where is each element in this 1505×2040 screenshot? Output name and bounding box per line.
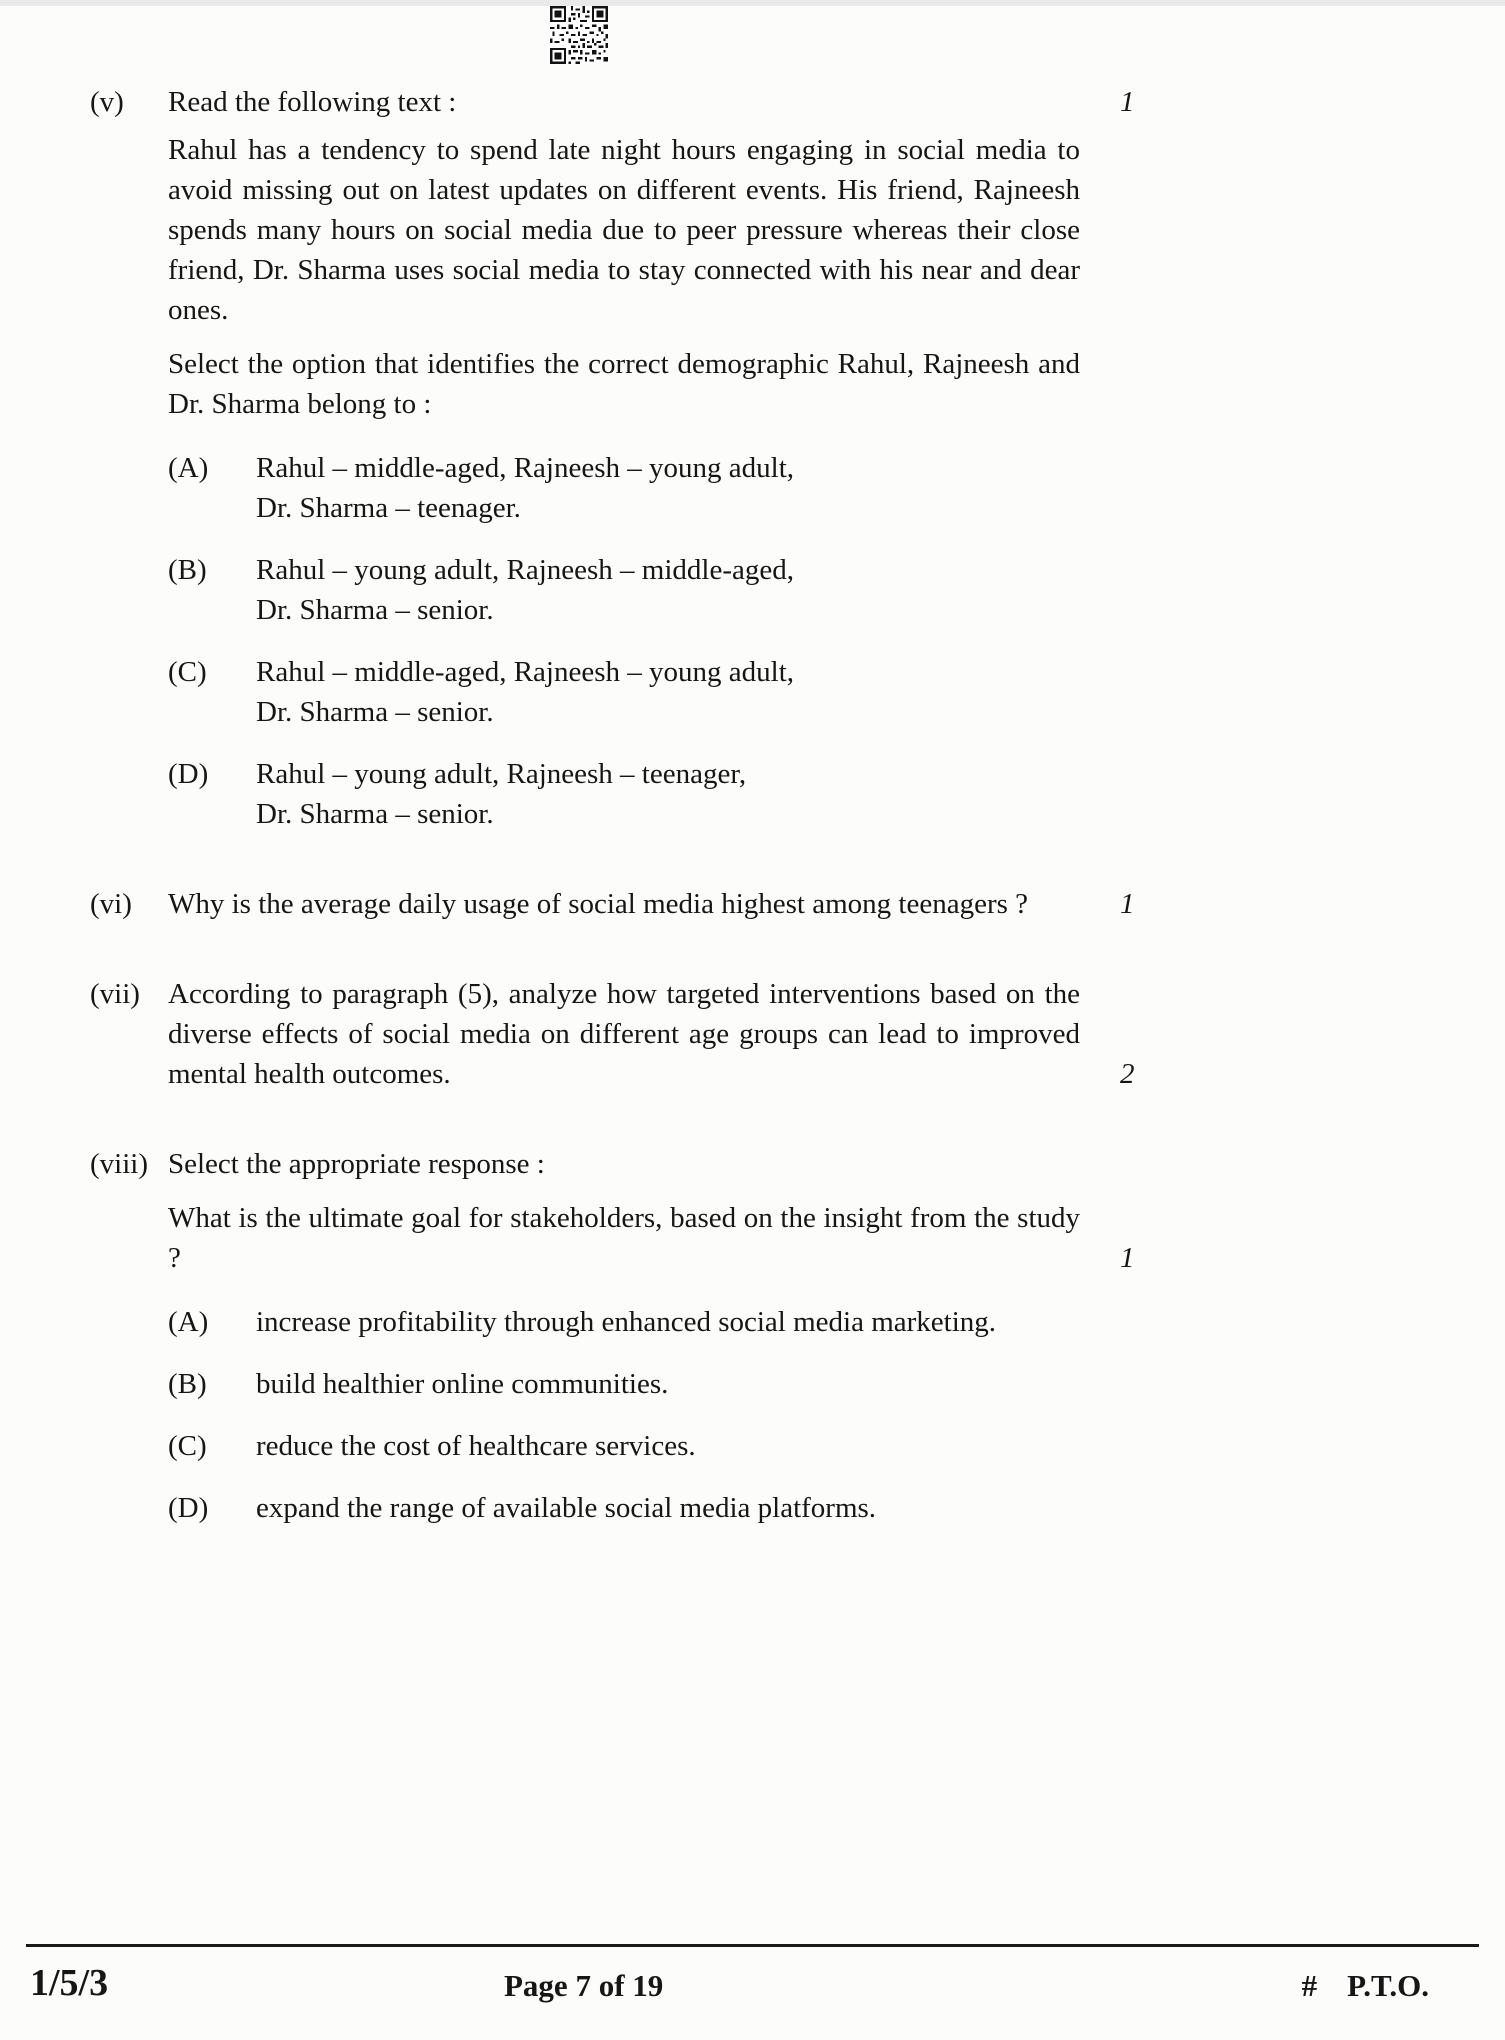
question-vii-text: According to paragraph (5), analyze how targeted interventions based on the diverse effects of social media on different age groups can lead to improved mental health outcomes. bbox=[168, 978, 1080, 1090]
option-b-text: build healthier online communities. bbox=[256, 1368, 669, 1400]
option-a-label: (A) bbox=[168, 452, 209, 484]
option-c-label: (C) bbox=[168, 1430, 207, 1462]
indent-spacer bbox=[90, 130, 168, 330]
question-v-passage: Rahul has a tendency to spend late night hours engaging in social media to avoid missing out on latest updates on different events. His friend, Rajneesh spends many hours on social media due to peer pressure whereas their close friend, Dr. Sharma uses social media to stay connected with his near and dear ones. bbox=[168, 134, 1080, 326]
option-a-text bbox=[256, 448, 1078, 528]
option-c-text bbox=[256, 652, 1078, 732]
page-indicator: Page 7 of 19 bbox=[504, 1968, 664, 2003]
option-c-line1: Rahul – middle-aged, Rajneesh – young adult, bbox=[256, 656, 795, 688]
option-c-label: (C) bbox=[168, 656, 207, 688]
question-vi-text: Why is the average daily usage of social media highest among teenagers ? bbox=[168, 888, 1029, 920]
indent-spacer bbox=[90, 1488, 168, 1528]
option-d-text: expand the range of available social media platforms. bbox=[256, 1492, 877, 1524]
option-c bbox=[90, 1426, 1505, 1466]
question-v-number: (v) bbox=[90, 86, 124, 118]
question-viii-marks: 1 bbox=[1120, 1242, 1135, 1274]
question-vi bbox=[90, 884, 1505, 924]
question-viii-number: (viii) bbox=[90, 1148, 148, 1180]
question-v-marks: 1 bbox=[1120, 86, 1135, 118]
pto-block bbox=[1302, 1967, 1429, 2004]
indent-spacer bbox=[90, 1426, 168, 1466]
option-a-line2: Dr. Sharma – teenager. bbox=[256, 492, 521, 524]
option-a-text: increase profitability through enhanced social media marketing. bbox=[256, 1306, 997, 1338]
option-d-label: (D) bbox=[168, 758, 209, 790]
option-c-text: reduce the cost of healthcare services. bbox=[256, 1430, 696, 1462]
indent-spacer bbox=[90, 652, 168, 732]
hash-mark: # bbox=[1301, 1968, 1318, 2003]
option-a bbox=[90, 448, 1505, 528]
paper-code: 1/5/3 bbox=[30, 1962, 109, 2004]
qr-code-image bbox=[550, 6, 608, 64]
question-vii-marks: 2 bbox=[1120, 1058, 1135, 1090]
indent-spacer bbox=[90, 344, 168, 424]
option-c-line2: Dr. Sharma – senior. bbox=[256, 696, 494, 728]
question-viii-options bbox=[90, 1302, 1505, 1528]
option-b-line1: Rahul – young adult, Rajneesh – middle-aged, bbox=[256, 554, 795, 586]
option-c bbox=[90, 652, 1505, 732]
option-a-line1: Rahul – middle-aged, Rajneesh – young adult, bbox=[256, 452, 795, 484]
option-b-label: (B) bbox=[168, 1368, 207, 1400]
indent-spacer bbox=[90, 448, 168, 528]
option-d-line2: Dr. Sharma – senior. bbox=[256, 798, 494, 830]
option-d bbox=[90, 754, 1505, 834]
option-d-label: (D) bbox=[168, 1492, 209, 1524]
option-a-label: (A) bbox=[168, 1306, 209, 1338]
question-v-intro: Read the following text : bbox=[168, 86, 457, 118]
option-d bbox=[90, 1488, 1505, 1528]
question-viii-stem: What is the ultimate goal for stakeholders, based on the insight from the study ? bbox=[168, 1202, 1080, 1274]
qr-code bbox=[550, 6, 608, 64]
question-vii-number: (vii) bbox=[90, 978, 140, 1010]
question-viii bbox=[90, 1144, 1505, 1528]
indent-spacer bbox=[90, 1364, 168, 1404]
question-paper-body bbox=[0, 82, 1505, 1528]
indent-spacer bbox=[90, 754, 168, 834]
indent-spacer bbox=[90, 1198, 168, 1278]
question-v bbox=[90, 82, 1505, 834]
option-a bbox=[90, 1302, 1505, 1342]
page-footer bbox=[26, 1944, 1479, 2040]
question-v-options bbox=[90, 448, 1505, 834]
question-vii bbox=[90, 974, 1505, 1094]
question-vi-marks: 1 bbox=[1120, 888, 1135, 920]
option-b bbox=[90, 1364, 1505, 1404]
question-v-prompt: Select the option that identifies the correct demographic Rahul, Rajneesh and Dr. Sharma belong to : bbox=[168, 348, 1080, 420]
indent-spacer bbox=[90, 1302, 168, 1342]
option-b-text bbox=[256, 550, 1078, 630]
pto-label: P.T.O. bbox=[1347, 1968, 1429, 2003]
indent-spacer bbox=[90, 550, 168, 630]
question-vi-number: (vi) bbox=[90, 888, 132, 920]
option-d-text bbox=[256, 754, 1078, 834]
option-b bbox=[90, 550, 1505, 630]
option-d-line1: Rahul – young adult, Rajneesh – teenager, bbox=[256, 758, 747, 790]
option-b-line2: Dr. Sharma – senior. bbox=[256, 594, 494, 626]
option-b-label: (B) bbox=[168, 554, 207, 586]
question-viii-intro: Select the appropriate response : bbox=[168, 1148, 545, 1180]
